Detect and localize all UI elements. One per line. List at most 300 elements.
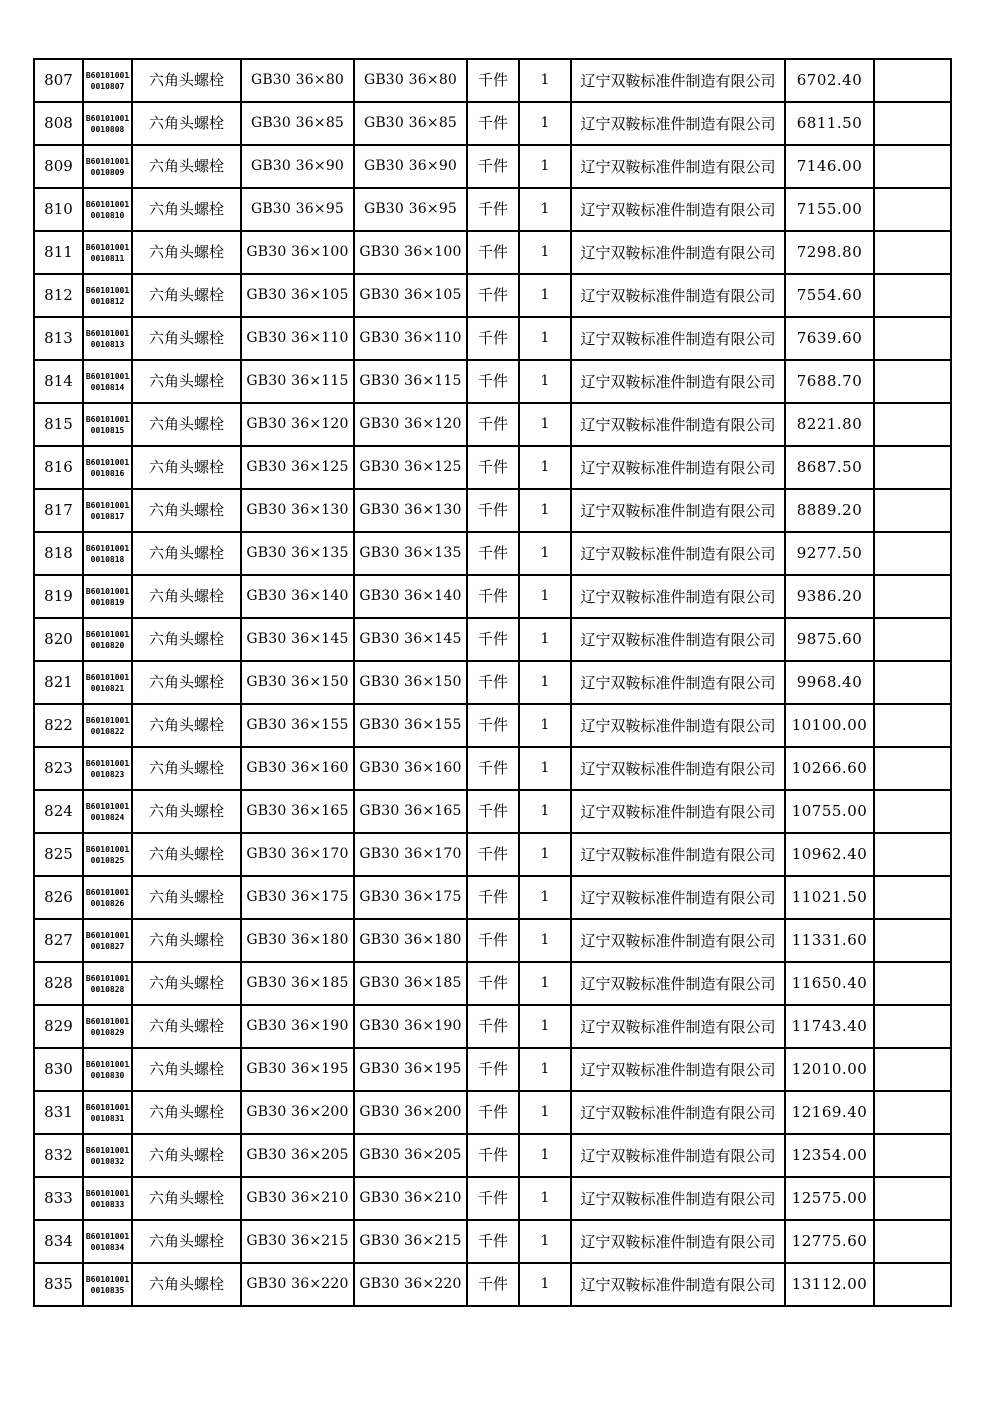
cell-item-name: 六角头螺栓 xyxy=(132,618,241,661)
table-row xyxy=(34,747,951,790)
cell-seq: 810 xyxy=(34,188,83,231)
cell-spec: GB30 36×110 xyxy=(241,317,354,360)
cell-price: 9386.20 xyxy=(785,575,874,618)
cell-spec: GB30 36×90 xyxy=(241,145,354,188)
cell-seq: 807 xyxy=(34,59,83,102)
cell-item-name: 六角头螺栓 xyxy=(132,919,241,962)
cell-material-code: B601010010010810 xyxy=(83,188,132,231)
cell-item-name: 六角头螺栓 xyxy=(132,1177,241,1220)
cell-spec: GB30 36×120 xyxy=(241,403,354,446)
cell-price: 12010.00 xyxy=(785,1048,874,1091)
cell-quantity: 1 xyxy=(519,532,571,575)
cell-manufacturer: 辽宁双鞍标准件制造有限公司 xyxy=(571,876,785,919)
cell-spec: GB30 36×220 xyxy=(241,1263,354,1306)
cell-material-code: B601010010010807 xyxy=(83,59,132,102)
cell-note xyxy=(874,59,951,102)
cell-quantity: 1 xyxy=(519,59,571,102)
cell-price: 9875.60 xyxy=(785,618,874,661)
cell-note xyxy=(874,532,951,575)
cell-price: 12354.00 xyxy=(785,1134,874,1177)
cell-unit: 千件 xyxy=(467,747,519,790)
cell-manufacturer: 辽宁双鞍标准件制造有限公司 xyxy=(571,145,785,188)
cell-item-name: 六角头螺栓 xyxy=(132,102,241,145)
cell-model: GB30 36×215 xyxy=(354,1220,467,1263)
cell-note xyxy=(874,274,951,317)
cell-note xyxy=(874,1134,951,1177)
cell-quantity: 1 xyxy=(519,188,571,231)
cell-quantity: 1 xyxy=(519,704,571,747)
cell-material-code: B601010010010823 xyxy=(83,747,132,790)
cell-model: GB30 36×135 xyxy=(354,532,467,575)
cell-unit: 千件 xyxy=(467,489,519,532)
cell-model: GB30 36×170 xyxy=(354,833,467,876)
cell-unit: 千件 xyxy=(467,1134,519,1177)
cell-note xyxy=(874,876,951,919)
cell-seq: 813 xyxy=(34,317,83,360)
cell-unit: 千件 xyxy=(467,360,519,403)
cell-model: GB30 36×110 xyxy=(354,317,467,360)
cell-seq: 808 xyxy=(34,102,83,145)
cell-item-name: 六角头螺栓 xyxy=(132,59,241,102)
cell-unit: 千件 xyxy=(467,1005,519,1048)
cell-manufacturer: 辽宁双鞍标准件制造有限公司 xyxy=(571,59,785,102)
table-row xyxy=(34,102,951,145)
cell-model: GB30 36×115 xyxy=(354,360,467,403)
cell-seq: 812 xyxy=(34,274,83,317)
cell-unit: 千件 xyxy=(467,575,519,618)
table-row xyxy=(34,1177,951,1220)
table-row xyxy=(34,489,951,532)
cell-manufacturer: 辽宁双鞍标准件制造有限公司 xyxy=(571,1134,785,1177)
cell-unit: 千件 xyxy=(467,1220,519,1263)
table-row xyxy=(34,274,951,317)
cell-seq: 822 xyxy=(34,704,83,747)
cell-spec: GB30 36×165 xyxy=(241,790,354,833)
cell-manufacturer: 辽宁双鞍标准件制造有限公司 xyxy=(571,1220,785,1263)
cell-seq: 820 xyxy=(34,618,83,661)
cell-price: 8687.50 xyxy=(785,446,874,489)
cell-note xyxy=(874,661,951,704)
cell-note xyxy=(874,1005,951,1048)
cell-unit: 千件 xyxy=(467,790,519,833)
cell-material-code: B601010010010815 xyxy=(83,403,132,446)
cell-material-code: B601010010010809 xyxy=(83,145,132,188)
cell-quantity: 1 xyxy=(519,274,571,317)
cell-note xyxy=(874,962,951,1005)
cell-quantity: 1 xyxy=(519,1005,571,1048)
cell-unit: 千件 xyxy=(467,618,519,661)
table-row xyxy=(34,360,951,403)
cell-spec: GB30 36×210 xyxy=(241,1177,354,1220)
cell-material-code: B601010010010831 xyxy=(83,1091,132,1134)
cell-seq: 815 xyxy=(34,403,83,446)
cell-manufacturer: 辽宁双鞍标准件制造有限公司 xyxy=(571,790,785,833)
cell-material-code: B601010010010829 xyxy=(83,1005,132,1048)
cell-model: GB30 36×175 xyxy=(354,876,467,919)
cell-material-code: B601010010010824 xyxy=(83,790,132,833)
cell-manufacturer: 辽宁双鞍标准件制造有限公司 xyxy=(571,1005,785,1048)
cell-unit: 千件 xyxy=(467,1091,519,1134)
cell-manufacturer: 辽宁双鞍标准件制造有限公司 xyxy=(571,360,785,403)
cell-manufacturer: 辽宁双鞍标准件制造有限公司 xyxy=(571,747,785,790)
cell-spec: GB30 36×135 xyxy=(241,532,354,575)
cell-quantity: 1 xyxy=(519,876,571,919)
table-row xyxy=(34,661,951,704)
cell-seq: 834 xyxy=(34,1220,83,1263)
cell-quantity: 1 xyxy=(519,360,571,403)
cell-item-name: 六角头螺栓 xyxy=(132,1220,241,1263)
cell-item-name: 六角头螺栓 xyxy=(132,704,241,747)
cell-seq: 818 xyxy=(34,532,83,575)
cell-item-name: 六角头螺栓 xyxy=(132,833,241,876)
cell-material-code: B601010010010835 xyxy=(83,1263,132,1306)
cell-spec: GB30 36×195 xyxy=(241,1048,354,1091)
cell-note xyxy=(874,403,951,446)
cell-material-code: B601010010010812 xyxy=(83,274,132,317)
cell-seq: 824 xyxy=(34,790,83,833)
cell-material-code: B601010010010822 xyxy=(83,704,132,747)
cell-model: GB30 36×90 xyxy=(354,145,467,188)
cell-manufacturer: 辽宁双鞍标准件制造有限公司 xyxy=(571,1048,785,1091)
cell-seq: 828 xyxy=(34,962,83,1005)
cell-quantity: 1 xyxy=(519,919,571,962)
cell-manufacturer: 辽宁双鞍标准件制造有限公司 xyxy=(571,231,785,274)
cell-price: 10755.00 xyxy=(785,790,874,833)
cell-quantity: 1 xyxy=(519,575,571,618)
cell-note xyxy=(874,446,951,489)
cell-seq: 811 xyxy=(34,231,83,274)
cell-price: 10962.40 xyxy=(785,833,874,876)
cell-price: 7554.60 xyxy=(785,274,874,317)
cell-price: 11331.60 xyxy=(785,919,874,962)
cell-note xyxy=(874,790,951,833)
cell-material-code: B601010010010833 xyxy=(83,1177,132,1220)
cell-spec: GB30 36×200 xyxy=(241,1091,354,1134)
cell-unit: 千件 xyxy=(467,833,519,876)
cell-manufacturer: 辽宁双鞍标准件制造有限公司 xyxy=(571,403,785,446)
cell-manufacturer: 辽宁双鞍标准件制造有限公司 xyxy=(571,962,785,1005)
cell-spec: GB30 36×160 xyxy=(241,747,354,790)
cell-material-code: B601010010010811 xyxy=(83,231,132,274)
cell-quantity: 1 xyxy=(519,962,571,1005)
cell-model: GB30 36×80 xyxy=(354,59,467,102)
table-row xyxy=(34,618,951,661)
cell-item-name: 六角头螺栓 xyxy=(132,317,241,360)
cell-model: GB30 36×105 xyxy=(354,274,467,317)
cell-seq: 830 xyxy=(34,1048,83,1091)
cell-item-name: 六角头螺栓 xyxy=(132,962,241,1005)
cell-seq: 833 xyxy=(34,1177,83,1220)
cell-quantity: 1 xyxy=(519,1048,571,1091)
table-row xyxy=(34,1005,951,1048)
cell-manufacturer: 辽宁双鞍标准件制造有限公司 xyxy=(571,919,785,962)
cell-quantity: 1 xyxy=(519,1177,571,1220)
cell-spec: GB30 36×215 xyxy=(241,1220,354,1263)
cell-seq: 819 xyxy=(34,575,83,618)
cell-quantity: 1 xyxy=(519,231,571,274)
cell-manufacturer: 辽宁双鞍标准件制造有限公司 xyxy=(571,317,785,360)
cell-unit: 千件 xyxy=(467,317,519,360)
cell-model: GB30 36×125 xyxy=(354,446,467,489)
cell-price: 10266.60 xyxy=(785,747,874,790)
cell-manufacturer: 辽宁双鞍标准件制造有限公司 xyxy=(571,618,785,661)
table-row xyxy=(34,704,951,747)
cell-model: GB30 36×155 xyxy=(354,704,467,747)
table-row xyxy=(34,317,951,360)
cell-spec: GB30 36×100 xyxy=(241,231,354,274)
cell-model: GB30 36×130 xyxy=(354,489,467,532)
cell-price: 6702.40 xyxy=(785,59,874,102)
cell-model: GB30 36×95 xyxy=(354,188,467,231)
cell-unit: 千件 xyxy=(467,962,519,1005)
cell-note xyxy=(874,1091,951,1134)
table-row xyxy=(34,790,951,833)
cell-item-name: 六角头螺栓 xyxy=(132,446,241,489)
cell-model: GB30 36×180 xyxy=(354,919,467,962)
cell-price: 7298.80 xyxy=(785,231,874,274)
cell-quantity: 1 xyxy=(519,1091,571,1134)
cell-quantity: 1 xyxy=(519,489,571,532)
cell-seq: 827 xyxy=(34,919,83,962)
cell-manufacturer: 辽宁双鞍标准件制造有限公司 xyxy=(571,489,785,532)
table-row xyxy=(34,1263,951,1306)
cell-model: GB30 36×190 xyxy=(354,1005,467,1048)
cell-quantity: 1 xyxy=(519,317,571,360)
cell-note xyxy=(874,833,951,876)
table-row xyxy=(34,188,951,231)
cell-spec: GB30 36×190 xyxy=(241,1005,354,1048)
price-table xyxy=(33,58,952,1307)
cell-note xyxy=(874,747,951,790)
cell-seq: 832 xyxy=(34,1134,83,1177)
cell-unit: 千件 xyxy=(467,102,519,145)
cell-manufacturer: 辽宁双鞍标准件制造有限公司 xyxy=(571,1091,785,1134)
cell-item-name: 六角头螺栓 xyxy=(132,360,241,403)
cell-unit: 千件 xyxy=(467,274,519,317)
cell-manufacturer: 辽宁双鞍标准件制造有限公司 xyxy=(571,661,785,704)
cell-material-code: B601010010010826 xyxy=(83,876,132,919)
cell-quantity: 1 xyxy=(519,747,571,790)
cell-unit: 千件 xyxy=(467,446,519,489)
cell-model: GB30 36×220 xyxy=(354,1263,467,1306)
cell-spec: GB30 36×185 xyxy=(241,962,354,1005)
cell-unit: 千件 xyxy=(467,188,519,231)
cell-material-code: B601010010010817 xyxy=(83,489,132,532)
cell-note xyxy=(874,618,951,661)
table-row xyxy=(34,1091,951,1134)
table-row xyxy=(34,59,951,102)
table-row xyxy=(34,403,951,446)
cell-unit: 千件 xyxy=(467,532,519,575)
cell-item-name: 六角头螺栓 xyxy=(132,532,241,575)
cell-manufacturer: 辽宁双鞍标准件制造有限公司 xyxy=(571,102,785,145)
cell-spec: GB30 36×105 xyxy=(241,274,354,317)
cell-price: 12575.00 xyxy=(785,1177,874,1220)
cell-material-code: B601010010010832 xyxy=(83,1134,132,1177)
cell-quantity: 1 xyxy=(519,102,571,145)
cell-seq: 821 xyxy=(34,661,83,704)
cell-unit: 千件 xyxy=(467,1048,519,1091)
cell-price: 6811.50 xyxy=(785,102,874,145)
table-row xyxy=(34,446,951,489)
cell-seq: 831 xyxy=(34,1091,83,1134)
cell-item-name: 六角头螺栓 xyxy=(132,1091,241,1134)
table-row xyxy=(34,1048,951,1091)
cell-seq: 817 xyxy=(34,489,83,532)
cell-manufacturer: 辽宁双鞍标准件制造有限公司 xyxy=(571,833,785,876)
cell-model: GB30 36×205 xyxy=(354,1134,467,1177)
cell-material-code: B601010010010814 xyxy=(83,360,132,403)
cell-item-name: 六角头螺栓 xyxy=(132,188,241,231)
cell-spec: GB30 36×85 xyxy=(241,102,354,145)
cell-manufacturer: 辽宁双鞍标准件制造有限公司 xyxy=(571,704,785,747)
cell-price: 7146.00 xyxy=(785,145,874,188)
cell-note xyxy=(874,919,951,962)
table-row xyxy=(34,833,951,876)
cell-quantity: 1 xyxy=(519,790,571,833)
cell-price: 7639.60 xyxy=(785,317,874,360)
cell-unit: 千件 xyxy=(467,1177,519,1220)
cell-spec: GB30 36×140 xyxy=(241,575,354,618)
cell-unit: 千件 xyxy=(467,704,519,747)
table-row xyxy=(34,532,951,575)
cell-material-code: B601010010010820 xyxy=(83,618,132,661)
cell-material-code: B601010010010818 xyxy=(83,532,132,575)
cell-item-name: 六角头螺栓 xyxy=(132,575,241,618)
cell-model: GB30 36×150 xyxy=(354,661,467,704)
cell-note xyxy=(874,1048,951,1091)
cell-price: 7688.70 xyxy=(785,360,874,403)
cell-item-name: 六角头螺栓 xyxy=(132,1005,241,1048)
cell-manufacturer: 辽宁双鞍标准件制造有限公司 xyxy=(571,274,785,317)
cell-price: 9277.50 xyxy=(785,532,874,575)
cell-note xyxy=(874,102,951,145)
cell-material-code: B601010010010834 xyxy=(83,1220,132,1263)
cell-model: GB30 36×160 xyxy=(354,747,467,790)
table-row xyxy=(34,1134,951,1177)
cell-spec: GB30 36×155 xyxy=(241,704,354,747)
cell-spec: GB30 36×180 xyxy=(241,919,354,962)
cell-note xyxy=(874,575,951,618)
cell-seq: 823 xyxy=(34,747,83,790)
cell-seq: 835 xyxy=(34,1263,83,1306)
cell-price: 13112.00 xyxy=(785,1263,874,1306)
cell-spec: GB30 36×80 xyxy=(241,59,354,102)
cell-material-code: B601010010010828 xyxy=(83,962,132,1005)
cell-manufacturer: 辽宁双鞍标准件制造有限公司 xyxy=(571,575,785,618)
cell-price: 10100.00 xyxy=(785,704,874,747)
cell-unit: 千件 xyxy=(467,661,519,704)
cell-quantity: 1 xyxy=(519,1220,571,1263)
cell-material-code: B601010010010825 xyxy=(83,833,132,876)
cell-item-name: 六角头螺栓 xyxy=(132,876,241,919)
cell-spec: GB30 36×145 xyxy=(241,618,354,661)
cell-model: GB30 36×195 xyxy=(354,1048,467,1091)
cell-model: GB30 36×145 xyxy=(354,618,467,661)
cell-seq: 816 xyxy=(34,446,83,489)
cell-manufacturer: 辽宁双鞍标准件制造有限公司 xyxy=(571,532,785,575)
cell-unit: 千件 xyxy=(467,919,519,962)
cell-unit: 千件 xyxy=(467,1263,519,1306)
cell-price: 11650.40 xyxy=(785,962,874,1005)
table-row xyxy=(34,919,951,962)
table-row xyxy=(34,876,951,919)
cell-material-code: B601010010010816 xyxy=(83,446,132,489)
cell-material-code: B601010010010821 xyxy=(83,661,132,704)
cell-note xyxy=(874,317,951,360)
cell-spec: GB30 36×150 xyxy=(241,661,354,704)
cell-quantity: 1 xyxy=(519,403,571,446)
cell-item-name: 六角头螺栓 xyxy=(132,274,241,317)
cell-quantity: 1 xyxy=(519,446,571,489)
cell-seq: 814 xyxy=(34,360,83,403)
cell-seq: 809 xyxy=(34,145,83,188)
cell-spec: GB30 36×205 xyxy=(241,1134,354,1177)
cell-unit: 千件 xyxy=(467,231,519,274)
cell-quantity: 1 xyxy=(519,1134,571,1177)
cell-item-name: 六角头螺栓 xyxy=(132,231,241,274)
cell-note xyxy=(874,489,951,532)
cell-item-name: 六角头螺栓 xyxy=(132,790,241,833)
cell-item-name: 六角头螺栓 xyxy=(132,1263,241,1306)
cell-item-name: 六角头螺栓 xyxy=(132,145,241,188)
cell-spec: GB30 36×170 xyxy=(241,833,354,876)
cell-note xyxy=(874,1220,951,1263)
cell-manufacturer: 辽宁双鞍标准件制造有限公司 xyxy=(571,1177,785,1220)
cell-item-name: 六角头螺栓 xyxy=(132,489,241,532)
cell-note xyxy=(874,1177,951,1220)
cell-unit: 千件 xyxy=(467,403,519,446)
cell-material-code: B601010010010819 xyxy=(83,575,132,618)
cell-item-name: 六角头螺栓 xyxy=(132,1048,241,1091)
table-body xyxy=(34,59,951,1306)
cell-seq: 829 xyxy=(34,1005,83,1048)
cell-seq: 825 xyxy=(34,833,83,876)
cell-material-code: B601010010010808 xyxy=(83,102,132,145)
cell-model: GB30 36×210 xyxy=(354,1177,467,1220)
cell-item-name: 六角头螺栓 xyxy=(132,661,241,704)
cell-price: 12169.40 xyxy=(785,1091,874,1134)
cell-model: GB30 36×85 xyxy=(354,102,467,145)
cell-item-name: 六角头螺栓 xyxy=(132,403,241,446)
cell-model: GB30 36×165 xyxy=(354,790,467,833)
cell-unit: 千件 xyxy=(467,876,519,919)
cell-note xyxy=(874,188,951,231)
cell-model: GB30 36×200 xyxy=(354,1091,467,1134)
table-row xyxy=(34,231,951,274)
table-row xyxy=(34,962,951,1005)
cell-price: 8889.20 xyxy=(785,489,874,532)
cell-note xyxy=(874,360,951,403)
cell-model: GB30 36×120 xyxy=(354,403,467,446)
cell-price: 8221.80 xyxy=(785,403,874,446)
cell-note xyxy=(874,704,951,747)
cell-material-code: B601010010010830 xyxy=(83,1048,132,1091)
cell-manufacturer: 辽宁双鞍标准件制造有限公司 xyxy=(571,1263,785,1306)
cell-note xyxy=(874,231,951,274)
cell-price: 11743.40 xyxy=(785,1005,874,1048)
cell-seq: 826 xyxy=(34,876,83,919)
cell-model: GB30 36×100 xyxy=(354,231,467,274)
cell-spec: GB30 36×95 xyxy=(241,188,354,231)
cell-quantity: 1 xyxy=(519,145,571,188)
cell-quantity: 1 xyxy=(519,1263,571,1306)
cell-price: 12775.60 xyxy=(785,1220,874,1263)
cell-material-code: B601010010010813 xyxy=(83,317,132,360)
cell-note xyxy=(874,145,951,188)
cell-item-name: 六角头螺栓 xyxy=(132,1134,241,1177)
cell-quantity: 1 xyxy=(519,661,571,704)
